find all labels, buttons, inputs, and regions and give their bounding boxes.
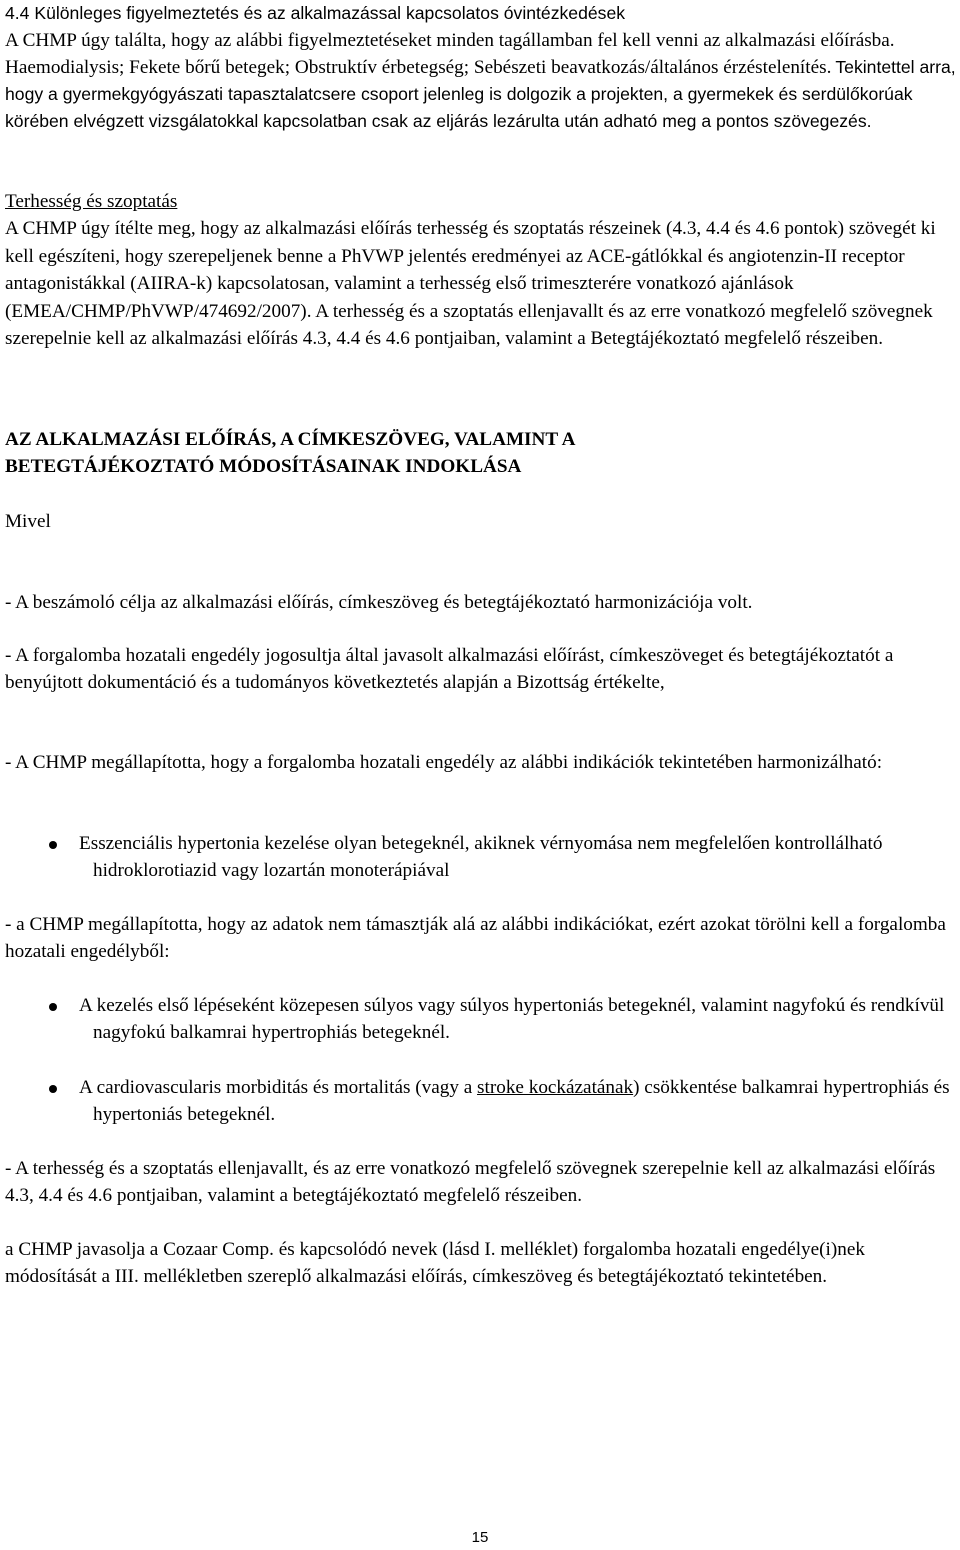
mivel-label: Mivel xyxy=(5,511,51,532)
list-item xyxy=(5,1074,960,1129)
section-4-4-serif-text: A CHMP úgy találta, hogy az alábbi figyelmeztetéseket minden tagállamban fel kell venni az alkalmazási előírásba. Haemodialysis; Fekete bőrű betegek; Obstruktív érbetegség; Sebészeti beavatkozás/általános érzéstelenítés. xyxy=(5,29,895,78)
pregnancy-text: A CHMP úgy ítélte meg, hogy az alkalmazási előírás terhesség és szoptatás részeinek (4.3, 4.4 és 4.6 pontok) szövegét ki kell egészíteni, hogy szerepeljenek benne a PhVWP jelentés eredményei az ACE-gátlókkal és angiotenzin-II receptor antagonistákkal (AIIRA-k) kapcsolatosan, valamint a terhesség első trimeszterére vonatkozó ajánlások (EMEA/CHMP/PhVWP/474692/2007). A terhesség és a szoptatás ellenjavallt és az erre vonatkozó megfelelő szövegnek szerepelnie kell az alkalmazási előírás 4.3, 4.4 és 4.6 pontjaiban, valamint a Betegtájékoztató megfelelő részeiben. xyxy=(5,218,936,350)
main-heading-line-2: BETEGTÁJÉKOZTATÓ MÓDOSÍTÁSAINAK INDOKLÁSA xyxy=(5,456,522,478)
bullet-list-2 xyxy=(5,992,960,1047)
main-heading xyxy=(5,426,960,481)
paragraph-3: - A CHMP megállapította, hogy a forgalomba hozatali engedély az alábbi indikációk tekintetében harmonizálható: xyxy=(5,752,883,773)
paragraph-2: - A forgalomba hozatali engedély jogosultja által javasolt alkalmazási előírást, címkeszöveget és betegtájékoztatót a benyújtott dokumentáció és a tudományos következtetés alapján a Bizottság értékelte, xyxy=(5,645,894,694)
paragraph-1: - A beszámoló célja az alkalmazási előírás, címkeszöveg és betegtájékoztató harmonizációja volt. xyxy=(5,592,753,613)
list-item-text-before: A cardiovascularis morbiditás és mortalitás (vagy a xyxy=(79,1077,478,1098)
list-item xyxy=(5,830,960,885)
stroke-risk-underlined: stroke kockázatának xyxy=(477,1077,634,1098)
main-heading-line-1: AZ ALKALMAZÁSI ELŐÍRÁS, A CÍMKESZÖVEG, VALAMINT A xyxy=(5,429,576,450)
page-number: 15 xyxy=(471,1529,489,1546)
section-4-4-body xyxy=(5,27,960,135)
list-item-text: Esszenciális hypertonia kezelése olyan betegeknél, akiknek vérnyomása nem megfelelően kontrollálható hidroklorotiazid vagy lozartán monoterápiával xyxy=(79,833,883,882)
bullet-icon xyxy=(49,1085,57,1093)
bullet-icon xyxy=(49,1003,57,1011)
pregnancy-heading: Terhesség és szoptatás xyxy=(5,191,178,212)
paragraph-4: - a CHMP megállapította, hogy az adatok nem támasztják alá az alábbi indikációkat, ezért azokat törölni kell a forgalomba hozatali engedélyből: xyxy=(5,914,946,963)
section-4-4-sans-text: Tekintettel arra, hogy a gyermekgyógyászati tapasztalatcsere csoport jelenleg is dolgozik a projekten, a gyermekek és serdülőkorúak körében elvégzett vizsgálatokkal kapcsolatban csak az eljárás lezárulta után adható meg a pontos szövegezés. xyxy=(5,57,956,131)
pregnancy-section xyxy=(5,188,960,352)
list-item xyxy=(5,992,960,1047)
paragraph-5: - A terhesség és a szoptatás ellenjavallt, és az erre vonatkozó megfelelő szövegnek szerepelnie kell az alkalmazási előírás 4.3, 4.4 és 4.6 pontjaiban, valamint a betegtájékoztató megfelelő részeiben. xyxy=(5,1158,936,1207)
bullet-icon xyxy=(49,841,57,849)
list-item-text-after: ) csökkentése balkamrai hypertrophiás és hypertoniás betegeknél. xyxy=(93,1077,950,1126)
bullet-list-1 xyxy=(5,830,960,885)
section-4-4-title: 4.4 Különleges figyelmeztetés és az alkalmazással kapcsolatos óvintézkedések xyxy=(5,3,626,23)
list-item-text: A kezelés első lépéseként közepesen súlyos vagy súlyos hypertoniás betegeknél, valamint nagyfokú és rendkívül nagyfokú balkamrai hypertrophiás betegeknél. xyxy=(79,995,945,1044)
section-4-4 xyxy=(5,0,960,135)
bullet-list-3 xyxy=(5,1074,960,1129)
paragraph-6: a CHMP javasolja a Cozaar Comp. és kapcsolódó nevek (lásd I. melléklet) forgalomba hozatali engedélye(i)nek módosítását a III. mellékletben szereplő alkalmazási előírás, címkeszöveg és betegtájékoztató tekintetében. xyxy=(5,1239,865,1288)
